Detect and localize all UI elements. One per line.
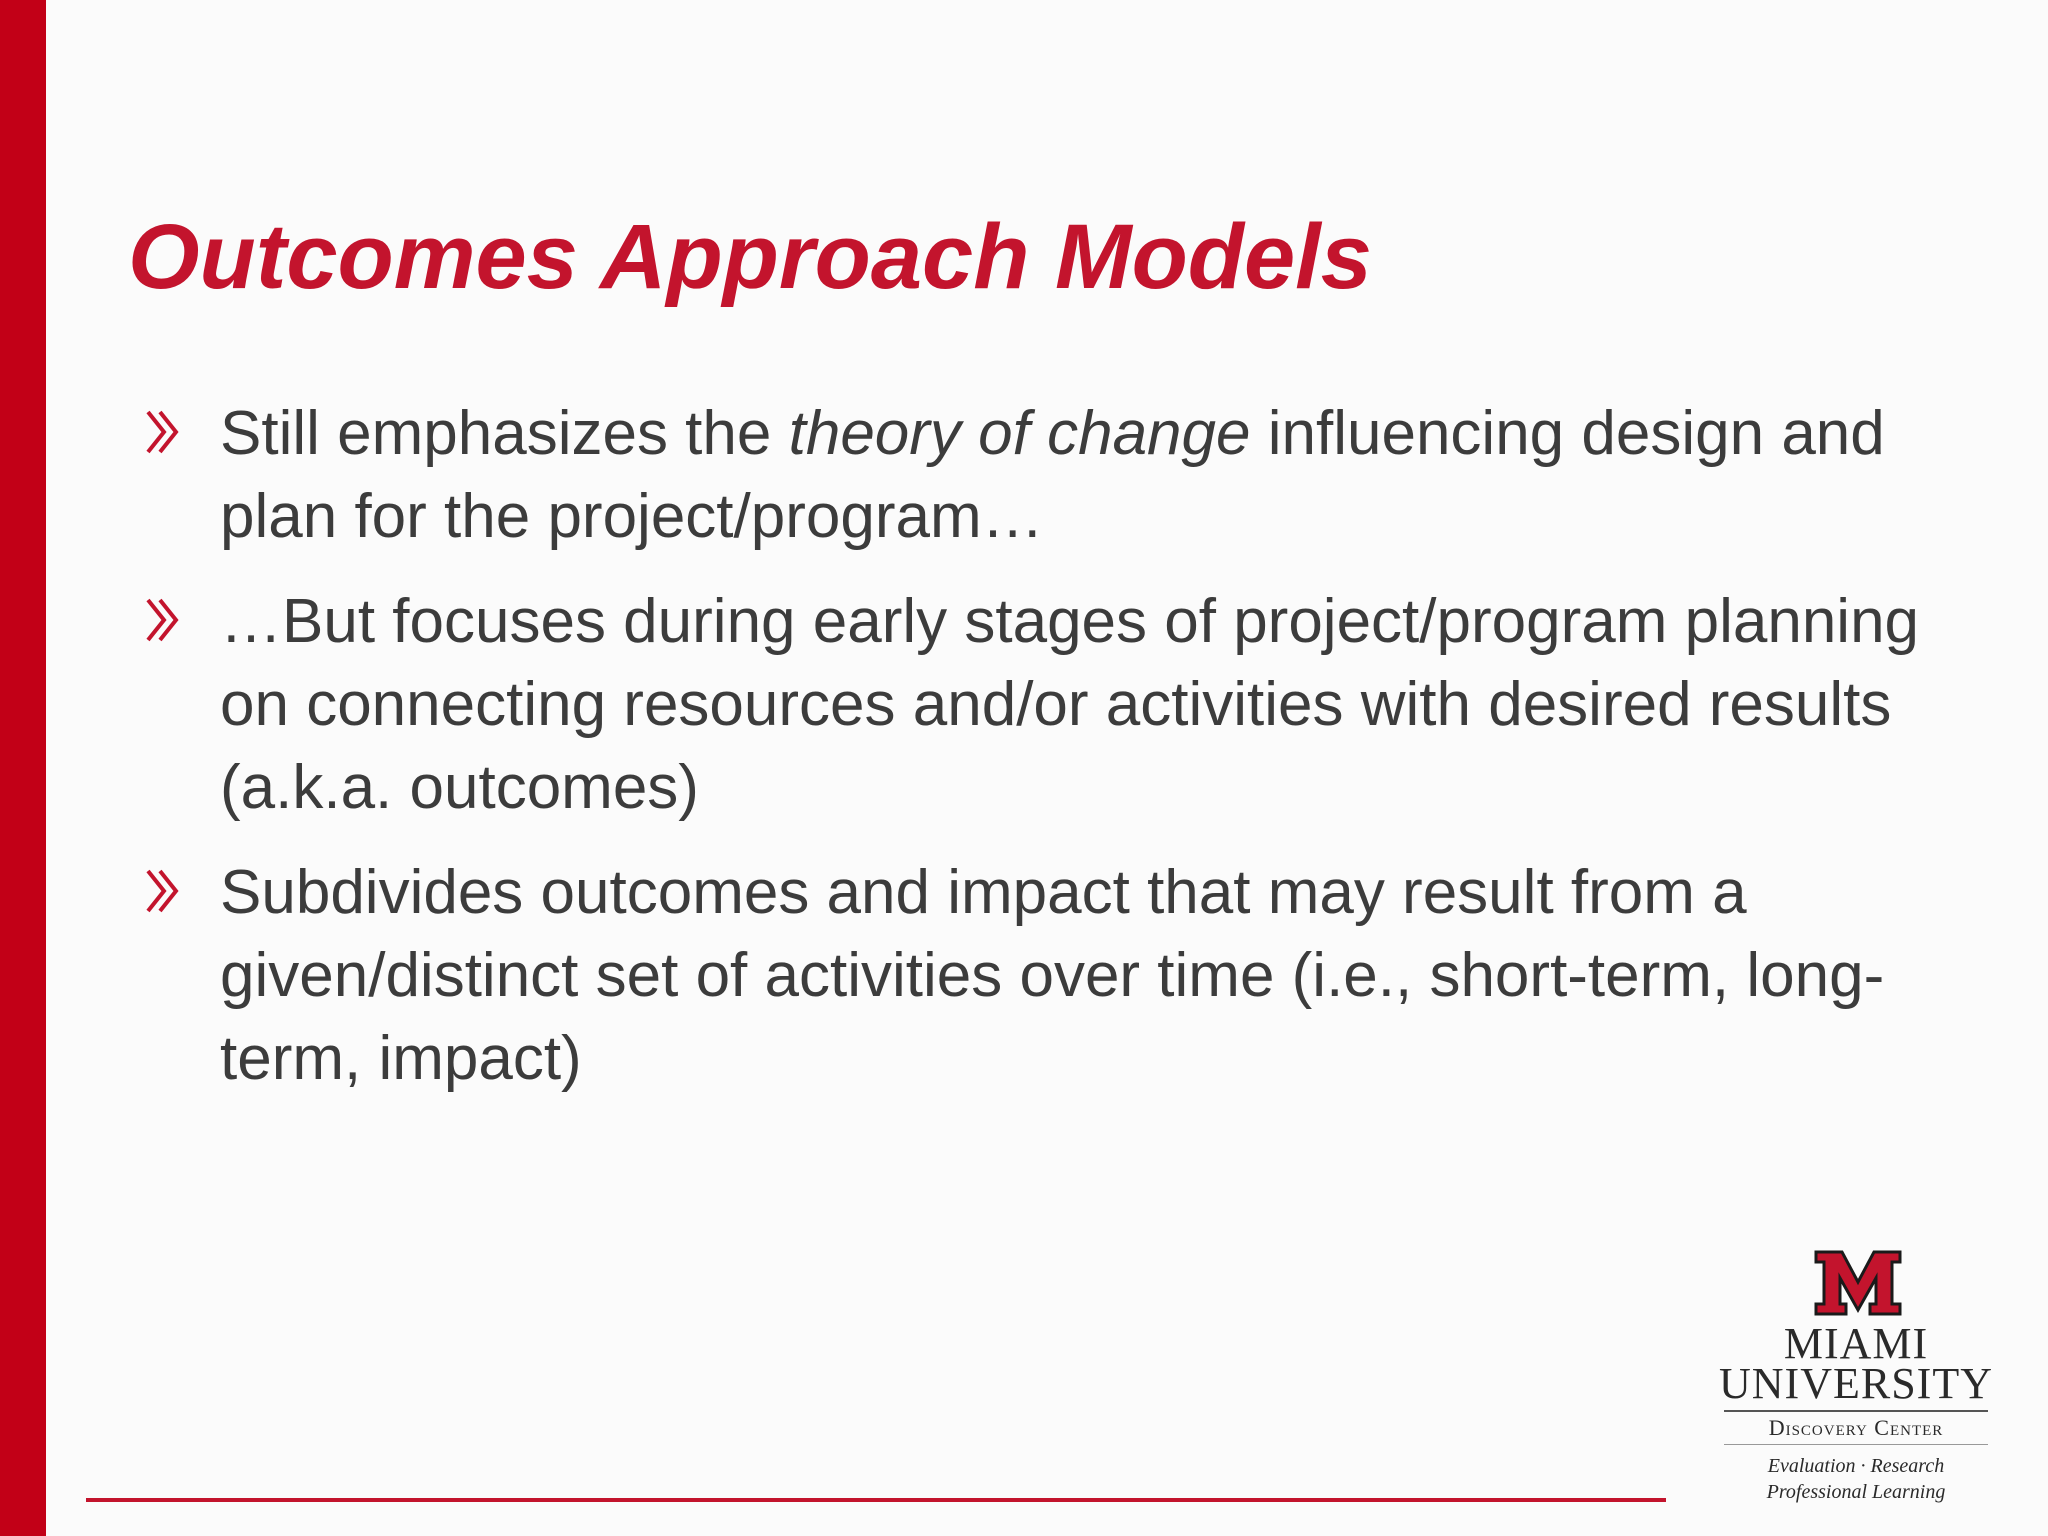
logo-tagline-2: Professional Learning: [1766, 1481, 1946, 1503]
bullet-item: [140, 580, 1960, 829]
double-chevron-right-icon: [140, 580, 186, 663]
bullet-item: [140, 392, 1960, 558]
double-chevron-right-icon: [140, 851, 186, 934]
slide-title: Outcomes Approach Models: [128, 206, 1372, 308]
logo-rule-secondary: [1724, 1444, 1988, 1445]
logo-tagline-1: Evaluation · Research: [1767, 1455, 1945, 1477]
logo-wordmark: [1716, 1319, 1996, 1505]
logo-line-miami: MIAMI: [1783, 1319, 1929, 1368]
footer-divider: [86, 1498, 1666, 1502]
logo-discovery-center: Discovery Center: [1768, 1415, 1944, 1440]
bullet-text-emphasis: theory of change: [788, 399, 1251, 468]
bullet-text: Subdivides outcomes and impact that may result from a given/distinct set of activities over time (i.e., short-term, long-term, impact): [220, 858, 1885, 1093]
left-accent-bar: [0, 0, 46, 1536]
miami-m-icon: [1812, 1248, 1904, 1318]
bullet-item: [140, 851, 1960, 1100]
double-chevron-right-icon: [140, 392, 186, 475]
bullet-text-pre: Still emphasizes the: [220, 399, 789, 468]
logo-rule: [1724, 1410, 1988, 1412]
bullet-list: [140, 392, 1960, 1122]
bullet-text: …But focuses during early stages of project/program planning on connecting resources and/or activities with desired results (a.k.a. outcomes): [220, 587, 1920, 822]
miami-university-logo: [1716, 1248, 1996, 1512]
logo-line-university: UNIVERSITY: [1719, 1359, 1993, 1408]
bullet-text-post: influencing design and plan for the project/program…: [220, 399, 1885, 551]
